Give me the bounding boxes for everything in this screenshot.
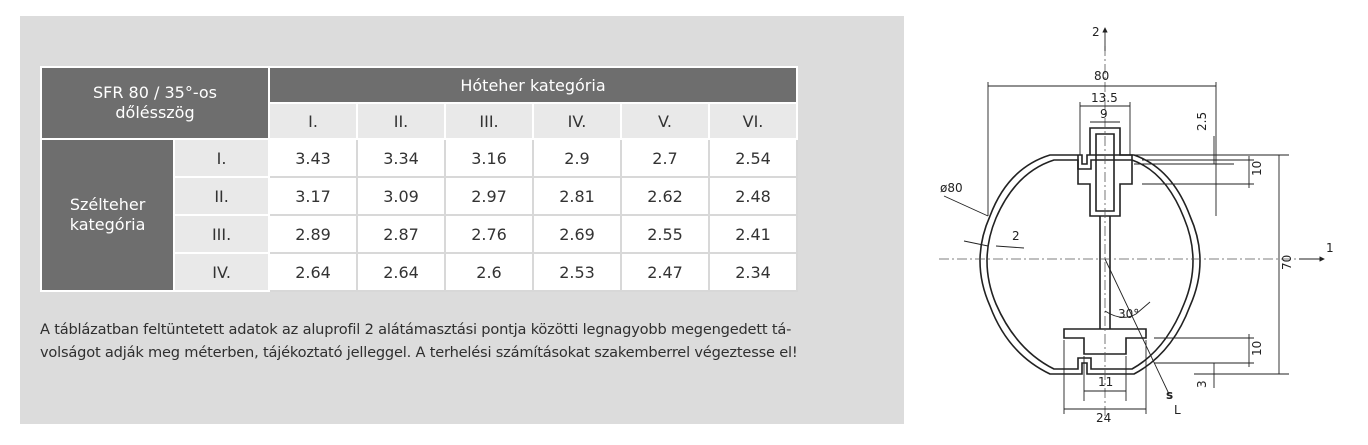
profile-outline xyxy=(980,128,1200,374)
dim-width-label: 80 xyxy=(1094,69,1110,83)
table-cell: 2.54 xyxy=(709,139,797,177)
row-header: IV. xyxy=(174,253,269,291)
center-lines xyxy=(939,46,1324,416)
axis-1-label: 1 xyxy=(1326,241,1334,255)
dimension-labels xyxy=(940,25,1334,424)
corner-label-line1: SFR 80 / 35°-os xyxy=(92,83,218,102)
dim-bottom-width-label: 24 xyxy=(1096,411,1112,424)
section-s-label: s xyxy=(1166,388,1174,402)
column-group-header: Hóteher kategória xyxy=(269,67,797,103)
dim-diameter-label: ø80 xyxy=(940,181,963,195)
dim-height-label: 70 xyxy=(1280,254,1294,270)
table-cell: 2.64 xyxy=(357,253,445,291)
row-group-label-line1: Szélteher xyxy=(69,195,146,214)
column-header: II. xyxy=(357,103,445,139)
table-cell: 3.16 xyxy=(445,139,533,177)
section-l-label: L xyxy=(1174,403,1181,417)
table-row xyxy=(41,139,797,177)
column-header: III. xyxy=(445,103,533,139)
dim-slot-outer-label: 13.5 xyxy=(1091,91,1118,105)
row-header: III. xyxy=(174,215,269,253)
table-cell: 2.6 xyxy=(445,253,533,291)
axis-2-label: 2 xyxy=(1092,25,1100,39)
table-cell: 2.87 xyxy=(357,215,445,253)
table-cell: 3.09 xyxy=(357,177,445,215)
dim-wall-label: 2 xyxy=(1012,229,1020,243)
table-cell: 2.97 xyxy=(445,177,533,215)
column-header: VI. xyxy=(709,103,797,139)
table-cell: 2.7 xyxy=(621,139,709,177)
table-cell: 2.69 xyxy=(533,215,621,253)
dim-angle-label: 30° xyxy=(1118,307,1140,321)
table-cell: 2.48 xyxy=(709,177,797,215)
column-header: I. xyxy=(269,103,357,139)
dim-slot-inner-label: 9 xyxy=(1100,107,1108,121)
dim-top-flange-label: 10 xyxy=(1250,160,1264,176)
column-header: V. xyxy=(621,103,709,139)
table-cell: 2.9 xyxy=(533,139,621,177)
column-header: IV. xyxy=(533,103,621,139)
dim-bottom-slot-label: 11 xyxy=(1098,375,1114,389)
table-cell: 2.64 xyxy=(269,253,357,291)
table-cell: 2.53 xyxy=(533,253,621,291)
table-corner-label xyxy=(41,67,269,139)
dimension-lines xyxy=(944,28,1324,414)
footnote xyxy=(40,318,800,364)
table-cell: 3.17 xyxy=(269,177,357,215)
footnote-line1: A táblázatban feltüntetett adatok az aluprofil 2 alátámasztási pontja közötti legnagyobb megengedett tá- xyxy=(40,321,792,338)
dim-bottom-flange-label: 10 xyxy=(1250,340,1264,356)
row-header: II. xyxy=(174,177,269,215)
table-cell: 2.62 xyxy=(621,177,709,215)
footnote-line2: volságot adják meg méterben, tájékoztató jelleggel. A terhelési számításokat szakemberrel végeztesse el! xyxy=(40,344,798,361)
profile-drawing xyxy=(904,16,1356,424)
table-cell: 2.76 xyxy=(445,215,533,253)
table-cell: 2.55 xyxy=(621,215,709,253)
dim-top-lip-label: 2.5 xyxy=(1195,111,1209,131)
table-cell: 2.41 xyxy=(709,215,797,253)
row-group-header xyxy=(41,139,174,291)
dim-small-label: 3 xyxy=(1195,380,1209,388)
load-table xyxy=(40,66,798,292)
table-cell: 3.43 xyxy=(269,139,357,177)
table-cell: 3.34 xyxy=(357,139,445,177)
corner-label-line2: dőlésszög xyxy=(115,103,195,122)
table-cell: 2.89 xyxy=(269,215,357,253)
table-cell: 2.47 xyxy=(621,253,709,291)
table-cell: 2.81 xyxy=(533,177,621,215)
row-header: I. xyxy=(174,139,269,177)
row-group-label-line2: kategória xyxy=(69,215,146,234)
table-cell: 2.34 xyxy=(709,253,797,291)
